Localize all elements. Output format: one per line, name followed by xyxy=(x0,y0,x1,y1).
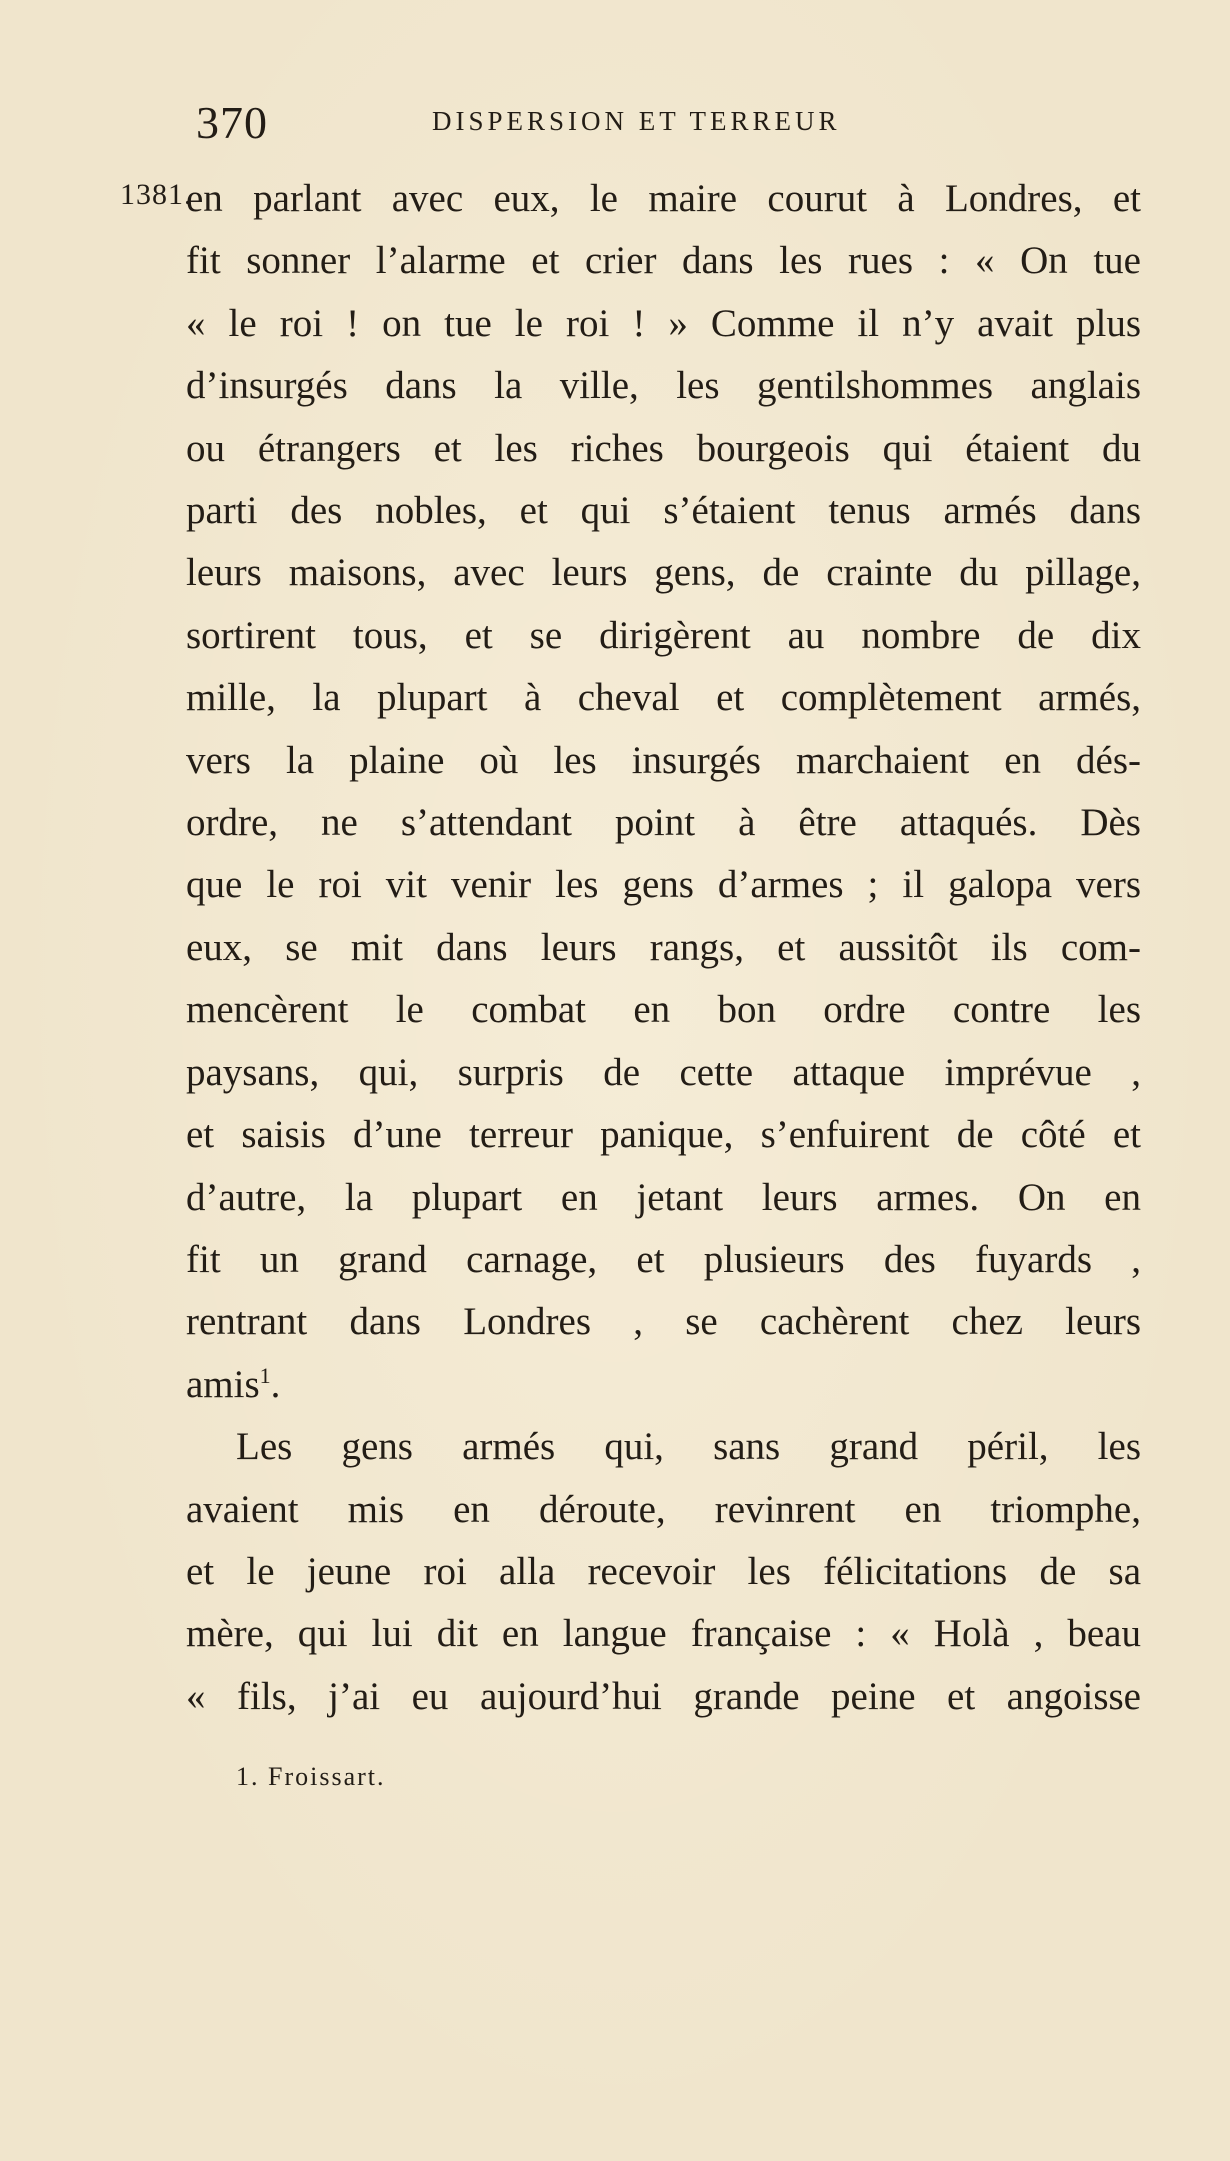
text-line: paysans, qui, surpris de cette attaque imprévue , xyxy=(186,1050,1141,1094)
footnote-reference: 1 xyxy=(259,1362,271,1388)
text-line: mille, la plupart à cheval et complètement armés, xyxy=(186,676,1141,720)
text-line: en parlant avec eux, le maire courut à Londres, et xyxy=(186,177,1141,220)
footnote: 1. Froissart. xyxy=(236,1762,386,1791)
body-text xyxy=(186,168,1141,1728)
margin-year-note: 1381. xyxy=(120,178,193,211)
text-line: ou étrangers et les riches bourgeois qui étaient du xyxy=(186,426,1141,470)
text-line: parti des nobles, et qui s’étaient tenus armés dans xyxy=(186,489,1141,533)
text-line: « fils, j’ai eu aujourd’hui grande peine et angoisse xyxy=(186,1674,1141,1718)
text-line: ordre, ne s’attendant point à être attaqués. Dès xyxy=(186,801,1141,845)
text-line: avaient mis en déroute, revinrent en triomphe, xyxy=(186,1487,1141,1531)
text-line: fit sonner l’alarme et crier dans les rues : « On tue xyxy=(186,239,1141,283)
paragraph-2 xyxy=(186,1416,1141,1728)
text-line: d’insurgés dans la ville, les gentilshommes anglais xyxy=(186,364,1141,408)
text-line: et saisis d’une terreur panique, s’enfuirent de côté et xyxy=(186,1113,1141,1157)
text-line: leurs maisons, avec leurs gens, de crainte du pillage, xyxy=(186,551,1141,595)
text-line: que le roi vit venir les gens d’armes ; il galopa vers xyxy=(186,863,1141,907)
text-line: « le roi ! on tue le roi ! » Comme il n’y avait plus xyxy=(186,301,1141,345)
text-line: sortirent tous, et se dirigèrent au nombre de dix xyxy=(186,613,1141,657)
text-line-content: amis xyxy=(186,1362,260,1406)
text-line: mère, qui lui dit en langue française : « Holà , beau xyxy=(186,1612,1141,1656)
text-line: et le jeune roi alla recevoir les félicitations de sa xyxy=(186,1549,1141,1593)
page-header xyxy=(196,96,1116,156)
text-line: mencèrent le combat en bon ordre contre les xyxy=(186,988,1141,1032)
text-line: d’autre, la plupart en jetant leurs armes. On en xyxy=(186,1175,1141,1219)
footnote-text: Froissart. xyxy=(268,1762,386,1791)
text-line: Les gens armés qui, sans grand péril, les xyxy=(236,1425,1141,1469)
text-line: eux, se mit dans leurs rangs, et aussitôt ils com- xyxy=(186,925,1141,969)
text-line: rentrant dans Londres , se cachèrent chez leurs xyxy=(186,1300,1141,1344)
page-number: 370 xyxy=(196,97,268,148)
footnote-number: 1 xyxy=(236,1762,251,1791)
text-line xyxy=(186,1354,1141,1416)
running-head: DISPERSION ET TERREUR xyxy=(432,106,841,136)
end-punctuation: . xyxy=(270,1362,281,1406)
paragraph-1 xyxy=(186,168,1141,1416)
text-line: vers la plaine où les insurgés marchaient en dés- xyxy=(186,738,1141,782)
text-line: fit un grand carnage, et plusieurs des fuyards , xyxy=(186,1237,1141,1281)
